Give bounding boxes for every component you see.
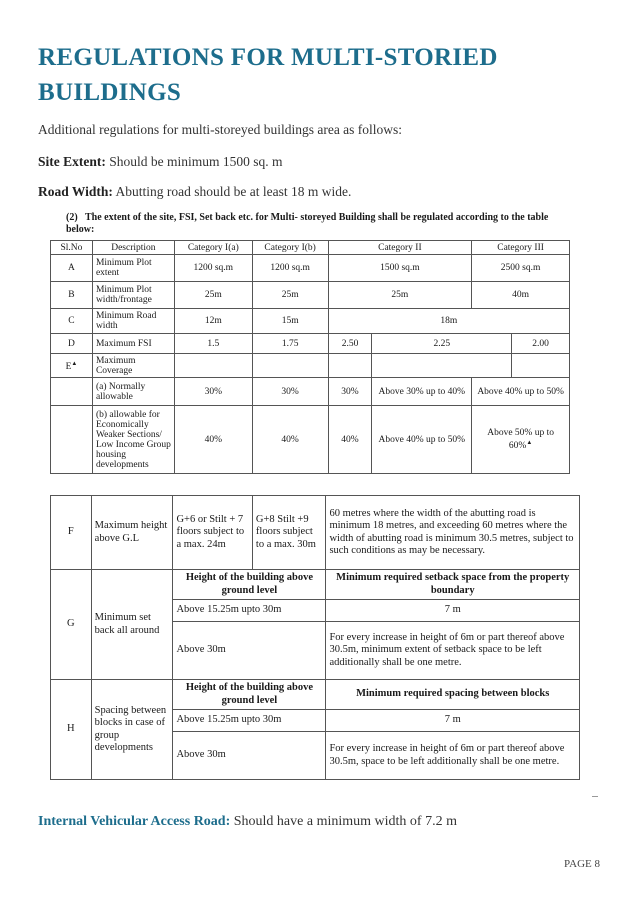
road-width-text: Abutting road should be at least 18 m wide. [112, 184, 352, 199]
table-row [51, 334, 570, 354]
table-row [51, 570, 580, 600]
cell-cat-1b: 1200 sq.m [252, 255, 328, 282]
row-sl: A [51, 255, 93, 282]
site-extent-text: Should be minimum 1500 sq. m [105, 154, 283, 169]
cell-cat-1b: 25m [252, 282, 328, 309]
triangle-marker-icon: ▲ [526, 439, 533, 446]
row-sl: D [51, 334, 93, 354]
cell-cat-3-text: Above 50% up to 60% [487, 427, 554, 452]
row-description: (a) Normally allowable [92, 378, 174, 406]
cell-cat-3: 2.00 [512, 334, 570, 354]
cell-cat-3: 2500 sq.m [472, 255, 570, 282]
cell-empty [174, 354, 252, 378]
row-description: Minimum Plot width/frontage [92, 282, 174, 309]
table-row [51, 255, 570, 282]
regulation-table-2 [50, 495, 580, 780]
row-description: Minimum Plot extent [92, 255, 174, 282]
cell-cat-1b: 40% [252, 406, 328, 474]
column-heading: Minimum required setback space from the property boundary [326, 570, 580, 600]
cell-cat-2: 1500 sq.m [328, 255, 472, 282]
cell-empty [372, 354, 512, 378]
row-sl [51, 406, 93, 474]
cell-option-1: G+6 or Stilt + 7 floors subject to a max. 24m [173, 496, 252, 570]
row-description: Maximum Coverage [92, 354, 174, 378]
row-sl: B [51, 282, 93, 309]
cell-height-range: Above 30m [173, 732, 326, 780]
access-road-text: Should have a minimum width of 7.2 m [230, 814, 457, 829]
header-cat-1b: Category I(b) [252, 241, 328, 255]
table-caption-number: (2) [66, 212, 78, 223]
row-description: Maximum height above G.L [91, 496, 173, 570]
header-cat-1a: Category I(a) [174, 241, 252, 255]
table-caption-text: The extent of the site, FSI, Set back etc. for Multi- storeyed Building shall be regulated according to the table below: [66, 212, 549, 235]
row-sl-letter: E [65, 362, 72, 373]
header-slno: Sl.No [51, 241, 93, 255]
page-title: REGULATIONS FOR MULTI-STORIED BUILDINGS [38, 44, 498, 106]
table-row [51, 354, 570, 378]
site-extent-label: Site Extent: [38, 154, 106, 169]
cell-cat-3 [472, 406, 570, 474]
scan-mark [592, 796, 598, 797]
regulation-table-1 [50, 212, 570, 474]
cell-empty [328, 354, 372, 378]
cell-height-range: Above 15.25m upto 30m [173, 600, 326, 622]
table-row [51, 496, 580, 570]
cell-cat-3: Above 40% up to 50% [472, 378, 570, 406]
cell-cat-2: 25m [328, 282, 472, 309]
cell-option-3: 60 metres where the width of the abutting road is minimum 18 metres, and exceeding 60 metres where the width of abutting road is minimum 30.5 metres, subject to such conditions as may be necessary. [326, 496, 580, 570]
access-road-paragraph [38, 814, 457, 830]
table-row [51, 309, 570, 334]
site-extent-paragraph [38, 154, 283, 170]
row-sl: C [51, 309, 93, 334]
road-width-paragraph [38, 184, 351, 200]
cell-cat-2b: 2.25 [372, 334, 512, 354]
header-cat-2: Category II [328, 241, 472, 255]
column-heading: Height of the building above ground level [173, 680, 326, 710]
table-row [51, 282, 570, 309]
intro-text: Additional regulations for multi-storeyed buildings area as follows: [38, 122, 403, 137]
column-heading: Minimum required spacing between blocks [326, 680, 580, 710]
access-road-label: Internal Vehicular Access Road: [38, 814, 231, 829]
cell-empty [512, 354, 570, 378]
table-caption [50, 212, 570, 240]
table-row [51, 680, 580, 710]
cell-spacing-value: For every increase in height of 6m or part thereof above 30.5m, space to be left additionally shall be one metre. [326, 732, 580, 780]
cell-cat-1b: 1.75 [252, 334, 328, 354]
cell-cat-1a: 12m [174, 309, 252, 334]
header-description: Description [92, 241, 174, 255]
cell-cat-2b: Above 40% up to 50% [372, 406, 472, 474]
column-heading: Height of the building above ground level [173, 570, 326, 600]
cell-empty [252, 354, 328, 378]
cell-option-2: G+8 Stilt +9 floors subject to a max. 30m [252, 496, 326, 570]
cell-height-range: Above 30m [173, 622, 326, 680]
cell-height-range: Above 15.25m upto 30m [173, 710, 326, 732]
row-description: (b) allowable for Economically Weaker Sections/ Low Income Group housing developments [92, 406, 174, 474]
row-description: Maximum FSI [92, 334, 174, 354]
table-header-row [51, 241, 570, 255]
table-row [51, 406, 570, 474]
row-description: Minimum set back all around [91, 570, 173, 680]
cell-setback-value: 7 m [326, 600, 580, 622]
row-sl [51, 354, 93, 378]
cell-cat-1b: 15m [252, 309, 328, 334]
road-width-label: Road Width: [38, 184, 113, 199]
row-description: Minimum Road width [92, 309, 174, 334]
header-cat-3: Category III [472, 241, 570, 255]
cell-cat-3: 40m [472, 282, 570, 309]
cell-cat-2b: Above 30% up to 40% [372, 378, 472, 406]
page-number: PAGE 8 [564, 858, 600, 870]
cell-cat-1a: 40% [174, 406, 252, 474]
cell-spacing-value: 7 m [326, 710, 580, 732]
cell-cat-1a: 1.5 [174, 334, 252, 354]
cell-cat-1b: 30% [252, 378, 328, 406]
cell-setback-value: For every increase in height of 6m or part thereof above 30.5m, minimum extent of setback space to be left additionally shall be one metre. [326, 622, 580, 680]
cell-cat-1a: 25m [174, 282, 252, 309]
row-sl: G [51, 570, 92, 680]
triangle-marker-icon: ▲ [71, 360, 78, 367]
table-row [51, 378, 570, 406]
cell-cat-1a: 30% [174, 378, 252, 406]
row-sl: F [51, 496, 92, 570]
cell-cat-2a: 30% [328, 378, 372, 406]
cell-cat-2-3: 18m [328, 309, 569, 334]
cell-cat-2a: 2.50 [328, 334, 372, 354]
cell-cat-2a: 40% [328, 406, 372, 474]
row-sl [51, 378, 93, 406]
cell-cat-1a: 1200 sq.m [174, 255, 252, 282]
row-sl: H [51, 680, 92, 780]
row-description: Spacing between blocks in case of group developments [91, 680, 173, 780]
